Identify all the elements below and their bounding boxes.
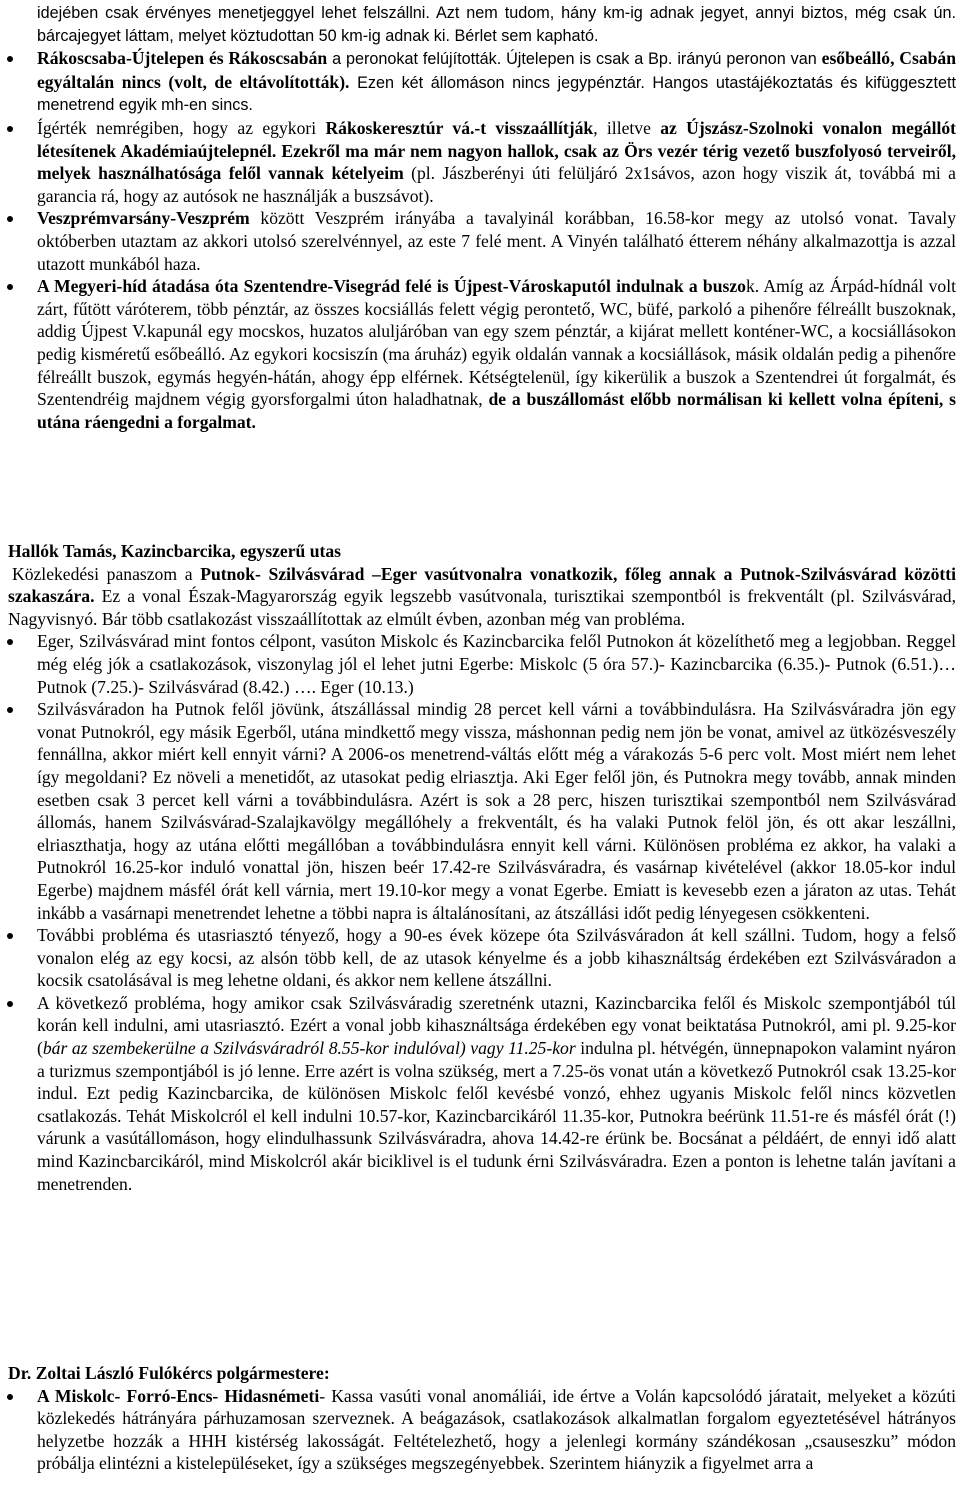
- text-span: között Veszprém irányába a tavalyinál korábban, 16.58-kor megy az utolsó vonat. Tavaly októberben utaztam az akkori utolsó szerelvénnyel, az este 7 felé ment. A Vinyén található étterem néhány alkalmazottja is azzal utazott munkából haza.: [37, 208, 956, 274]
- list-item-megyeri-hid: [0, 275, 960, 433]
- text-span: Közlekedési panaszom a: [12, 563, 201, 584]
- text-span: A következő probléma, hogy amikor csak Szilvásváradig szeretnénk utazni, Kazincbarcika felől és Miskolc szempontjából túl korán kell indulni, ami utasriasztó. Ezért a vonal jobb kihasználtsága érdekében egy vonat beiktatása Putnokról, ami pl. 9.25-kor (: [37, 992, 956, 1059]
- top-block: [0, 2, 960, 433]
- section2-bullet-list: [0, 630, 960, 1195]
- bold-text: Veszprémvarsány-Veszprém: [37, 208, 250, 229]
- bold-text: A Miskolc- Forró-Encs- Hidasnémeti: [37, 1385, 320, 1406]
- section-hallok: [0, 540, 960, 1195]
- section-zoltai: [0, 1362, 960, 1475]
- text-span: indulna pl. hétvégén, ünnepnapokon valamint nyáron a turizmus szempontjából is jó lenne. Erre azért is volna szükség, mert a 7.25-ös vonat után a következő Putnokról csak 13.25-kor indul. Ezt pedig Kazincbarcika, de különösen Miskolc felől kevésbé vonzó, ehhez ugyanis Miskolc felől nincs közvetlen csatlakozás. Tehát Miskolcról el kell indulni 10.57-kor, Kazincbarcikáról 11.35-kor, Putnokra beérünk 11.51-re és másfél órát (!) várunk a vasútállomáson, hogy elindulhassunk Szilvásváradra, ahova 14.42-re érünk be. Bocsánat a példáért, de ennyi idő alatt mind Kazincbarcikáról, mind Miskolcról akár biciklivel is el tudunk érni Szilvásváradra. Ezen a ponton is lehetne talán javítani a menetrenden.: [37, 1038, 956, 1194]
- continuation-paragraph: idejében csak érvényes menetjeggyel lehet felszállni. Azt nem tudom, hány km-ig adnak jegyet, annyi biztos, még csak ún. bárcajegyet láttam, melyet köztudottan 50 km-ig adnak ki. Bérlet sem kapható.: [37, 4, 956, 45]
- list-item-veszprem: [0, 207, 960, 275]
- text-span: k. Amíg az Árpád-hídnál volt zárt, fűtött váróterem, több pénztár, az összes kocsiállás felett végig perontető, WC, büfé, parkoló a pihenőre félreállt buszoknak, addig Újpest V.kapunál egy mocskos, huzatos aluljáróban van egy szem pénztár, a kijárat mellett konténer-WC, a kocsiállásokon pedig kisméretű esőbeálló. Az egykori kocsiszín (ma áruház) egyik oldalán vannak a kocsiállások, másik oldalán pedig a pihenőre félreállt buszok, egymás hegyén-hátán, ahogy épp elférnek. Kétségtelenül, így kikerülik a buszok a Szentendrei út forgalmát, és Szentendréig majdnem végig gyorsforgalmi úton haladhatnak,: [37, 276, 956, 410]
- section-heading: Hallók Tamás, Kazincbarcika, egyszerű utas: [8, 541, 342, 561]
- text-span: Ez a vonal Észak-Magyarország egyik legszebb vasútvonala, turisztikai szempontból is frekventált (pl. Szilvásvárad, Nagyvisnyó. Bár több csatlakozást visszaállítottak az elmúlt évben, azonban még van probléma.: [8, 586, 956, 629]
- top-bullet-list: [0, 47, 960, 433]
- bold-text: Rákoskeresztúr vá.-t visszaállítják: [325, 117, 594, 138]
- list-item-eger: Eger, Szilvásvárad mint fontos célpont, vasúton Miskolc és Kazincbarcika felől Putnokon át közelíthető meg a legjobban. Reggel még elég jók a csatlakozások, viszonylag jól el lehet jutni Egerbe: Miskolc (5 óra 57.)- Kazincbarcika (6.35.)- Putnok (6.51.)… Putnok (7.25.)- Szilvásvárad (8.42.) …. Eger (10.13.): [0, 630, 960, 698]
- list-item-miskolc-kassa: [0, 1385, 960, 1475]
- bold-text: A Megyeri-híd átadása óta Szentendre-Visegrád felé is Újpest-Városkaputól indulnak a buszo: [37, 276, 746, 297]
- bold-text: Putnok- Szilvásvárad –Eger vasútvonalra vonatkozik, főleg annak a Putnok-Szilvásvárad közötti szakaszára.: [8, 563, 956, 607]
- list-item-rakoskeresztur: [0, 117, 960, 207]
- bold-text: de a buszállomást előbb normálisan ki kellett volna építeni, s utána ráengedni a forgalmat.: [37, 389, 957, 432]
- bold-text: Rákoscsaba-Újtelepen és Rákoscsabán: [37, 48, 328, 69]
- text-span: - Kassa vasúti vonal anomáliái, ide értve a Volán kapcsolódó járatait, melyeket a közúti közlekedés hátrányára párhuzamosan szerveznek. A beágazások, csatlakozások alkalmatlan forgalom egyeztetésével hátrányos helyzetbe hozzák a HHH kistérség lakosságát. Feltételezhető, hogy a jelenlegi kormány szándékosan „csauseszku” módon próbálja elintézni a kistelepüléseket, így a szükséges megszegényebbek. Szerintem hiányzik a figyelmet arra a: [37, 1385, 956, 1474]
- text-span: a peronokat felújították. Újtelepen is csak a Bp. irányú peronon van: [327, 50, 822, 69]
- list-item-atszallas: További probléma és utasriasztó tényező, hogy a 90-es évek közepe óta Szilvásváradon át kell szállni. Tudom, hogy a felső vonalon elég az egy kocsi, az alsón több kell, de az utasok kényelme és a jobb kihasználtság érdekében ezt Szilvásváradon a kocsik csatolásával is meg lehetne oldani, és akkor nem kellene átszállni.: [0, 924, 960, 992]
- text-span: (pl. Jászberényi úti felüljáró 2x1sávos, azon hogy viszik át, továbbá mi a garancia rá, hogy az autósok ne használják a buszsávot).: [37, 163, 956, 206]
- text-span: Ezen két állomáson nincs jegypénztár. Hangos utastájékoztatás és kifüggesztett menetrend egyik mh-en sincs.: [37, 73, 956, 115]
- text-span: , illetve: [593, 117, 661, 138]
- section-intro: [0, 563, 960, 631]
- list-item-28-perc: Szilvásváradon ha Putnok felől jövünk, átszállással mindig 28 percet kell várni a továbbindulásra. Ha Szilvásváradra jön egy vonat Putnokról, egy másik Egerből, utána mindkettő megy vissza, máshonnan pedig nem jön be vonat, amivel az ütközésveszély fennállna, akkor miért kell ennyit várni? A 2006-os menetrend-váltás előtt még a várakozás 5-6 perc volt. Most miért nem lehet így megoldani? Ez növeli a menetidőt, az utasokat pedig elriasztja. Aki Eger felől jön, és Putnokra megy tovább, annak minden esetben csak 3 percet kell várni a továbbindulásra. Azért is sok a 28 perc, hiszen turisztikai szempontból nem Szilvásvárad állomás, hanem Szilvásvárad-Szalajkavölgy megállóhely a frekventált, és ha valaki Putnok felöl jön, és ott akar leszállni, elriaszthatja, hogy az utána előtti megállóban a továbbindulásra ennyit kell várni. Különösen probléma ez akkor, ha valaki a Putnokról 16.25-kor induló vonattal jön, hiszen beér 17.42-re Szilvásváradra, és vasárnap kivételével (akkor 18.05-kor indul Egerbe) majdnem másfél órát kell várnia, mert 19.10-kor megy a vonat Egerbe. Emiatt is kevesebb ezen a járaton az utas. Tehát inkább a vasárnapi menetrendet lehetne a többi napra is általánosítani, az átszállási időt pedig lényegesen csökkenteni.: [0, 698, 960, 924]
- bold-text: az Újszász-Szolnoki vonalon megállót létesítenek Akadémiaújtelepnél. Ezekről ma már nem nagyon hallok, csak az Örs vezér térig vezető buszfolyosó terveiről, melyek használhatósága felől vannak kételyeim: [37, 117, 957, 184]
- bold-text: esőbeálló, Csabán egyáltalán nincs (volt, de eltávolították).: [37, 48, 956, 92]
- section-heading: Dr. Zoltai László Fulókércs polgármestere:: [8, 1363, 330, 1383]
- list-item-rakoscsaba: [0, 47, 960, 117]
- text-span: Ígérték nemrégiben, hogy az egykori: [37, 117, 326, 138]
- section3-bullet-list: [0, 1385, 960, 1475]
- list-item-kovetkezo-problema: [0, 992, 960, 1195]
- italic-text: bár az szembekerülne a Szilvásváradról 8.55-kor indulóval) vagy 11.25-kor: [42, 1038, 576, 1059]
